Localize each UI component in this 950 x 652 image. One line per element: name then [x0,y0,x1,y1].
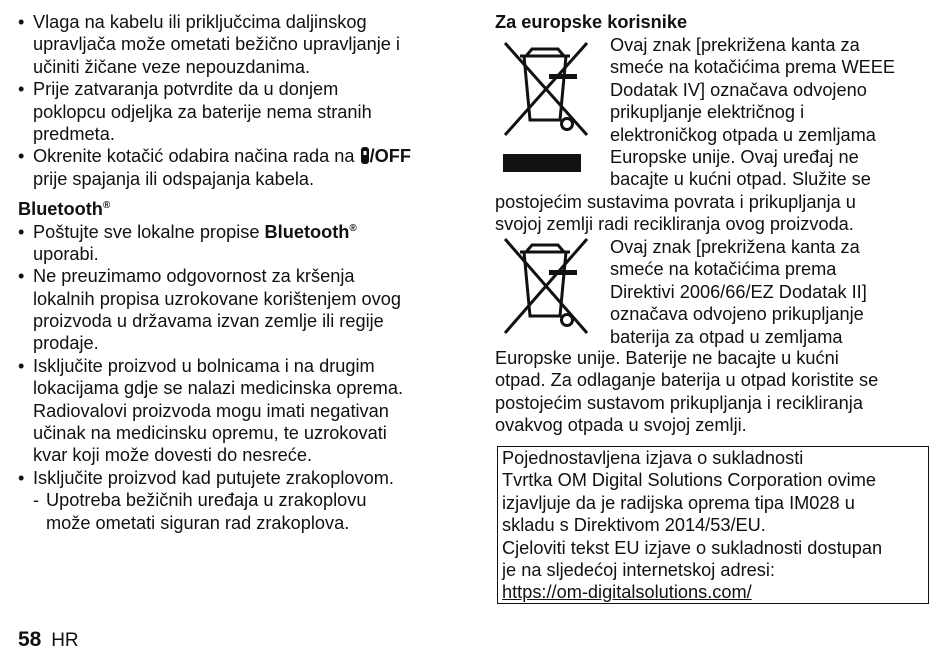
text-line: može ometati siguran rad zrakoplova. [46,512,350,533]
text-line: prodaje. [33,333,99,354]
text-line: Radiovalovi proizvoda mogu imati negativan [33,400,389,421]
text-line: Isključite proizvod kad putujete zrakoplovom. [33,467,394,488]
text-line: uporabi. [33,243,99,264]
text-line: Direktivi 2006/66/EZ Dodatak II] [610,281,867,302]
page-number: 58 [18,628,42,651]
bluetooth-heading: Bluetooth® [18,199,111,220]
text-line: učinak na medicinsku opremu, te uzrokovati [33,423,387,444]
text-line: Ne preuzimamo odgovornost za kršenja [33,266,355,287]
text-line: Isključite proizvod u bolnicama i na drugim [33,355,375,376]
bullet: • [18,146,25,167]
text-line: Europske unije. Ovaj uređaj ne [610,146,859,167]
text-line: Ovaj znak [prekrižena kanta za [610,35,860,55]
text-line: smeće na kotačićima prema WEEE [610,57,896,78]
text-line: učiniti žičane veze nepouzdanima. [33,56,311,77]
weee-text-indented [610,34,895,191]
declaration-link[interactable]: https://om-digitalsolutions.com/ [502,582,752,603]
text-line: Pojednostavljena izjava o sukladnosti [502,448,804,468]
text-line: Poštujte sve lokalne propise [33,221,265,242]
text-line: proizvoda u državama izvan zemlje ili regije [33,311,384,332]
text-line: kvar koji može dovesti do nesreće. [33,445,313,466]
text-line: Vlaga na kabelu ili priključcima daljinskog [33,12,367,32]
bullet: • [18,221,25,242]
text-line: Ovaj znak [prekrižena kanta za [610,237,860,257]
text-line: poklopcu odjeljka za baterije nema stranih [33,101,372,122]
text-line: smeće na kotačićima prema [610,259,837,280]
text-line: prije spajanja ili odspajanja kabela. [33,168,315,189]
page-footer [18,628,79,652]
bullet: • [18,467,25,488]
text-line: elektroničkog otpada u zemljama [610,124,876,145]
remote-mode-icon [360,147,370,169]
text-line: je na sljedećoj internetskoj adresi: [502,559,775,580]
text-line: prikupljanje električnog i [610,102,805,123]
bullet: • [18,79,25,100]
text-line: Dodatak IV] označava odvojeno [610,79,867,100]
declaration-text [502,447,882,604]
text-line: bacajte u kućni otpad. Služite se [610,169,871,190]
text-line: Upotreba bežičnih uređaja u zrakoplovu [46,490,367,511]
weee-crossed-bin-icon [500,38,592,174]
bullet: • [18,266,25,287]
text-line: postojećim sustavom prikupljanja i recikliranja [495,392,863,413]
text-line: predmeta. [33,123,115,144]
text-line: baterija za otpad u zemljama [610,326,843,347]
battery-text-indented [610,236,867,348]
battery-text-full [495,347,878,437]
text-line: skladu s Direktivom 2014/53/EU. [502,515,766,536]
text-line: izjavljuje da je radijska oprema tipa IM028 u [502,492,855,513]
text-line: Okrenite kotačić odabira načina rada na [33,146,360,167]
bluetooth-bold: Bluetooth [264,221,350,242]
text-line: označava odvojeno prikupljanje [610,304,864,325]
text-line: Cjeloviti tekst EU izjave o sukladnosti dostupan [502,537,883,558]
battery-crossed-bin-icon [500,236,592,336]
text-line: Prije zatvaranja potvrdite da u donjem [33,79,339,100]
text-line: postojećim sustavima povrata i prikupljanja u [495,192,856,212]
text-line: otpad. Za odlaganje baterija u otpad koristite se [495,370,879,391]
eu-users-heading: Za europske korisnike [495,12,688,32]
text-line: lokacijama gdje se nalazi medicinska oprema. [33,378,403,399]
text-line: lokalnih propisa uzrokovane korištenjem ovog [33,288,401,309]
left-column [18,11,411,534]
bullet: • [18,12,25,32]
text-line: Europske unije. Baterije ne bacajte u kućni [495,348,839,368]
weee-text-full [495,191,856,236]
text-line: svojoj zemlji radi recikliranja ovog proizvoda. [495,214,854,235]
bullet: • [18,355,25,376]
text-line: ovakvog otpada u svojoj zemlji. [495,415,747,436]
text-line: upravljača može ometati bežično upravljanje i [33,34,400,55]
text-line: Tvrtka OM Digital Solutions Corporation ovime [502,470,876,491]
registered-mark: ® [349,222,357,234]
off-label: /OFF [369,146,411,167]
dash: - [33,490,40,511]
language-code: HR [51,630,79,651]
